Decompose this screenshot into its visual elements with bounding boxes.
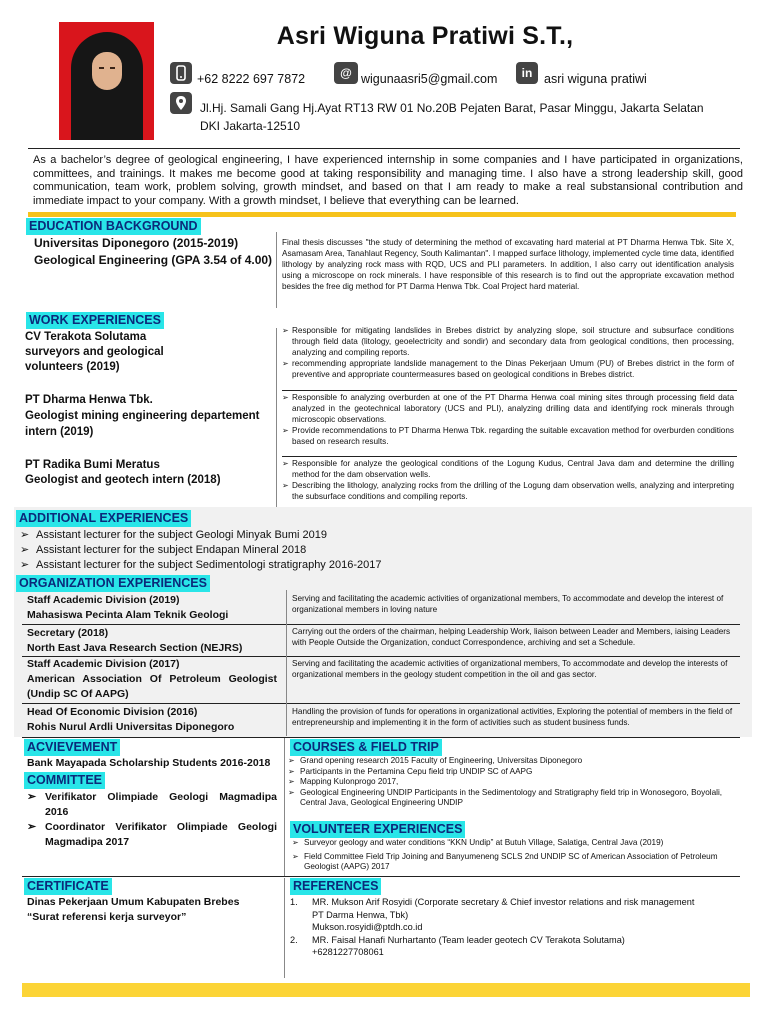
reference-company: PT Darma Henwa, Tbk)	[312, 909, 409, 920]
divider	[276, 328, 277, 508]
list-item: ➢ Coordinator Verifikator Olimpiade Geologi Magmadipa 2017	[27, 820, 277, 850]
courses-heading: COURSES & FIELD TRIP	[290, 739, 442, 756]
thesis-description: Final thesis discusses "the study of determining the method of excavating hard material at PT Dharma Henwa Tbk. Site X, Asamasam Area, Tanahlaut Regency, South Kalimantan". I mapped surface lithology, implemented cycle time data, identified lithology by analyzing rock mass with RQD, UCS and PLI parameters. In addition, I also carry out identification analysis using a microscope on rock minerals. I have responsible of this research is to find out the appropriate excavation method besides the free dig method for PT Darma Henwa Tbk. Coal Project hard material.	[282, 238, 734, 291]
list-item: ➢ Mapping Kulonprogo 2017,	[288, 777, 743, 788]
reference-item	[290, 896, 745, 934]
list-item: ➢ Describing the lithology, analyzing rocks from the drilling of the Logung dam observation wells, analyzing and interpreting the subsurface conditions and compiling reports.	[282, 480, 734, 502]
reference-number: 2.	[290, 934, 298, 945]
list-item: ➢ Responsible for mitigating landslides in Brebes district by analyzing slope, soil structure and subsurface conditions through field data (litology, geoelectricity and sondir) and secondary data from geological conditions, then processing, analyzing and compiling reports.	[282, 325, 734, 358]
phone-icon	[170, 62, 192, 84]
reference-name: MR. Mukson Arif Rosyidi (Corporate secretary & Chief investor relations and risk management	[312, 897, 695, 907]
education-heading: EDUCATION BACKGROUND	[26, 218, 201, 235]
org-3-org-abbr: (Undip SC Of AAPG)	[27, 688, 129, 700]
list-item: ➢ Provide recommendations to PT Dharma Henwa Tbk. regarding the suitable excavation method for overburden conditions based on research results.	[282, 425, 734, 447]
candidate-name: Asri Wiguna Pratiwi S.T.,	[276, 22, 574, 50]
org-2-title: Secretary (2018)	[27, 627, 109, 639]
reference-item	[290, 934, 745, 959]
job-3-company: PT Radika Bumi Meratus	[25, 459, 160, 471]
education-school: Universitas Diponegoro (2015-2019)	[34, 236, 239, 250]
address-line-1: Jl.Hj. Samali Gang Hj.Ayat RT13 RW 01 No.20B Pejaten Barat, Pasar Minggu, Jakarta Selatan	[200, 101, 704, 115]
divider	[28, 148, 740, 149]
job-2-role-cont: intern (2019)	[25, 426, 94, 438]
references-list	[290, 896, 745, 959]
address-line-2: DKI Jakarta-12510	[200, 119, 301, 133]
committee-heading: COMMITTEE	[24, 772, 105, 789]
divider	[276, 232, 277, 308]
profile-photo	[59, 22, 154, 140]
org-3-desc: Serving and facilitating the academic activities of organizational members, To accommodate and develop the interests of organizational members in the geology student competition in the oil and gas sector.	[292, 659, 728, 679]
additional-list	[20, 528, 381, 573]
committee-list	[27, 790, 277, 850]
job-1-role-cont: volunteers (2019)	[25, 361, 120, 373]
linkedin-name[interactable]: asri wiguna pratiwi	[544, 72, 647, 86]
divider	[284, 738, 285, 876]
location-icon	[170, 92, 192, 114]
org-4-desc: Handling the provision of funds for operations in organizational activities, Exploring the potential of members in the field of entrepreneurship and implementing it in the form of activities such as student business funds.	[292, 707, 733, 727]
list-item: ➢ Assistant lecturer for the subject Sedimentologi stratigraphy 2016-2017	[20, 558, 381, 573]
list-item: ➢ Participants in the Pertamina Cepu field trip UNDIP SC of AAPG	[288, 767, 743, 778]
certificate-title: “Surat referensi kerja surveyor”	[27, 911, 187, 923]
divider	[282, 390, 737, 391]
job-3-duties	[282, 458, 734, 502]
list-item: ➢ Responsible for analyze the geological conditions of the Logung Kudus, Central Java dam and determine the drilling method for the dam observation wells.	[282, 458, 734, 480]
divider	[22, 624, 740, 625]
org-2-desc: Carrying out the orders of the chairman, helping Leadership Work, liaison between Leader and Members, iaising Leaders with People Outside the Organization, conduct Correspondence, archiving and set a Schedule.	[292, 627, 731, 647]
org-4-org: Rohis Nurul Ardli Universitas Diponegoro	[27, 721, 235, 733]
certificate-issuer: Dinas Pekerjaan Umum Kabupaten Brebes	[27, 896, 240, 908]
list-item: ➢ Surveyor geology and water conditions “KKN Undip” at Butuh Village, Salatiga, Central Java (2019)	[292, 838, 744, 849]
divider	[22, 876, 740, 877]
reference-number: 1.	[290, 897, 298, 907]
job-1-company: CV Terakota Solutama	[25, 331, 147, 343]
divider	[286, 590, 287, 736]
phone-number: +62 8222 697 7872	[197, 72, 306, 86]
achievement-heading: ACVIEVEMENT	[24, 739, 120, 756]
job-1-duties	[282, 325, 734, 380]
list-item: ➢ Field Committee Field Trip Joining and Banyumeneng SCLS 2nd UNDIP SC of American Association of Petroleum Geologist (AAPG) 2017	[292, 852, 744, 873]
accent-bar	[22, 983, 750, 997]
certificate-heading: CERTIFICATE	[24, 878, 112, 895]
achievement-item: Bank Mayapada Scholarship Students 2016-2018	[27, 757, 271, 769]
work-heading: WORK EXPERIENCES	[26, 312, 164, 329]
divider	[282, 456, 737, 457]
job-3-role: Geologist and geotech intern (2018)	[25, 474, 221, 486]
list-item: ➢ Responsible fo analyzing overburden at one of the PT Dharma Henwa coal mining sites through processing field data analyzed in the geotechnical laboratory (UCS and PLI), analyzing drilling data and identifying rock minerals through microscopic observations.	[282, 392, 734, 425]
linkedin-icon: in	[516, 62, 538, 84]
additional-heading: ADDITIONAL EXPERIENCES	[16, 510, 191, 527]
list-item: ➢ recommending appropriate landslide management to the Dinas Pekerjaan Umum (PU) of Brebes district in the form of preventive and appropriate countermeasures based on geological conditions in Brebes district.	[282, 358, 734, 380]
job-2-role: Geologist mining engineering departement	[25, 410, 260, 422]
reference-phone: +6281227708061	[312, 947, 384, 957]
org-2-org: North East Java Research Section (NEJRS)	[27, 642, 243, 654]
organization-heading: ORGANIZATION EXPERIENCES	[16, 575, 210, 592]
org-1-org: Mahasiswa Pecinta Alam Teknik Geologi	[27, 609, 229, 621]
job-2-company: PT Dharma Henwa Tbk.	[25, 394, 153, 406]
reference-name: MR. Faisal Hanafi Nurhartanto (Team leader geotech CV Terakota Solutama)	[312, 934, 625, 945]
volunteer-list	[292, 838, 744, 873]
org-3-org: American Association Of Petroleum Geologist	[27, 673, 277, 685]
reference-email[interactable]: Mukson.rosyidi@ptdh.co.id	[312, 922, 423, 932]
list-item: ➢ Assistant lecturer for the subject Geologi Minyak Bumi 2019	[20, 528, 381, 543]
accent-bar	[28, 212, 736, 217]
divider	[284, 878, 285, 978]
divider	[22, 703, 740, 704]
org-4-title: Head Of Economic Division (2016)	[27, 706, 198, 718]
education-degree: Geological Engineering (GPA 3.54 of 4.00)	[34, 253, 273, 267]
volunteer-heading: VOLUNTEER EXPERIENCES	[290, 821, 465, 838]
list-item: ➢ Verifikator Olimpiade Geologi Magmadipa 2016	[27, 790, 277, 820]
org-1-desc: Serving and facilitating the academic activities of organizational members, To accommodate and develop the interest of organizational members in loving nature	[292, 594, 724, 614]
org-1-title: Staff Academic Division (2019)	[27, 594, 180, 606]
email-icon: @	[334, 62, 358, 84]
list-item: ➢ Assistant lecturer for the subject Endapan Mineral 2018	[20, 543, 381, 558]
list-item: ➢ Grand opening research 2015 Faculty of Engineering, Universitas Diponegoro	[288, 756, 743, 767]
list-item: ➢ Geological Engineering UNDIP Participants in the Sedimentology and Stratigraphy field trip in Wonosegoro, Boyolali, Central Java, Geological Engineering UNDIP	[288, 788, 743, 809]
courses-list	[288, 756, 743, 809]
divider	[22, 737, 740, 738]
job-2-duties	[282, 392, 734, 447]
org-3-title: Staff Academic Division (2017)	[27, 658, 180, 670]
references-heading: REFERENCES	[290, 878, 381, 895]
email-address[interactable]: wigunaasri5@gmail.com	[361, 72, 498, 86]
job-1-role: surveyors and geological	[25, 346, 164, 358]
profile-summary: As a bachelor’s degree of geological engineering, I have experienced internship in some companies and I have participated in organizations, committees, and trainings. It makes me become good at taking responsibility and managing time. I also have a strong leadership skill, good communication, team work, problem solving, growth mindset, and based on that I am ready to make a real substansional contribution and immediate impact to your company. With a growth mindset, I believe that everything can be learned.	[33, 154, 743, 207]
